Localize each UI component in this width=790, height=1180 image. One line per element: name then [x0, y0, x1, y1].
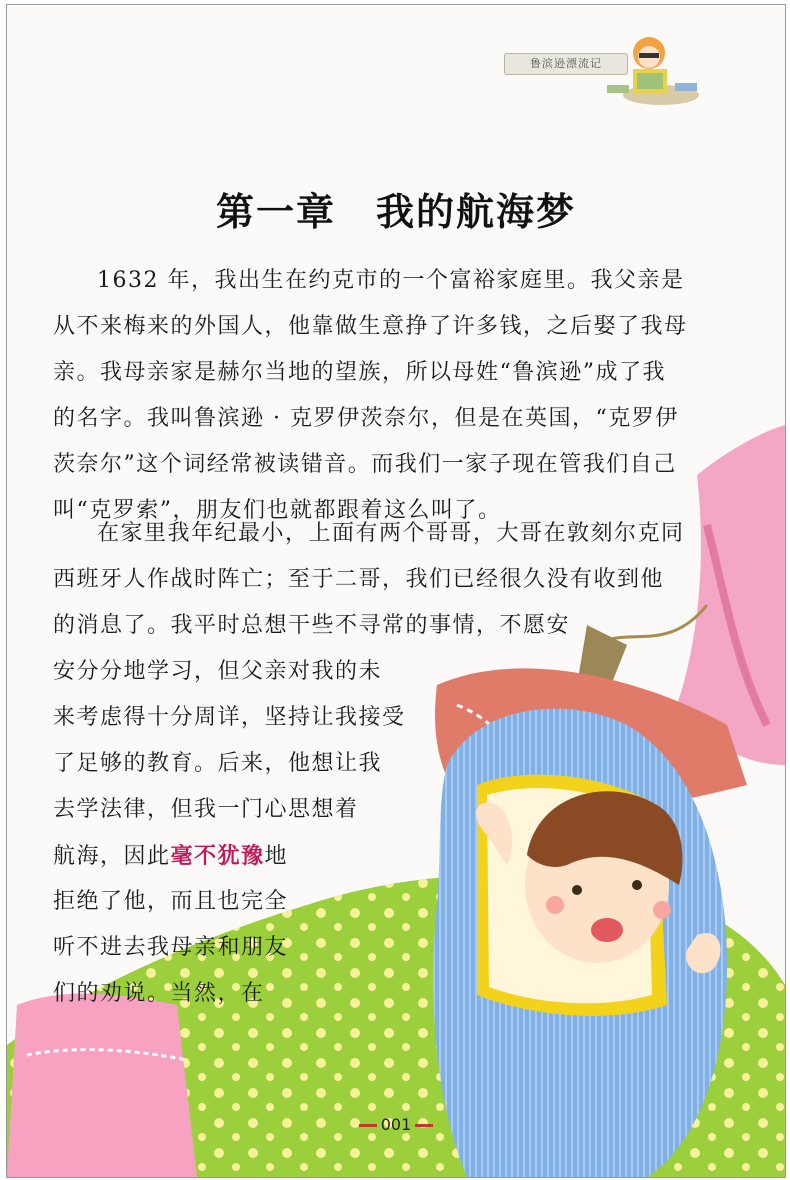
text-line: 叫“克罗索”，朋友们也就都跟着这么叫了。	[53, 498, 502, 523]
text-line: 听不进去我母亲和朋友	[53, 935, 289, 960]
text-segment: 航海，因此	[53, 844, 171, 869]
book-page	[6, 4, 786, 1178]
text-line: 来考虑得十分周详，坚持让我接受	[53, 705, 406, 730]
text-line: 的消息了。我平时总想干些不寻常的事情，不愿安	[53, 613, 571, 638]
text-line: 了足够的教育。后来，他想让我	[53, 751, 383, 776]
chapter-title: 第一章 我的航海梦	[215, 190, 576, 234]
page-number-text: 001	[380, 1115, 412, 1134]
reading-girl-mascot-icon	[603, 29, 703, 109]
text-line: 的名字。我叫鲁滨逊 · 克罗伊茨奈尔，但是在英国，“克罗伊	[53, 406, 679, 431]
paragraph-2	[53, 511, 685, 1017]
text-line: 们的劝说。当然，在	[53, 981, 265, 1006]
highlighted-vocabulary-word: 毫不犹豫	[170, 843, 265, 869]
page-number-dash	[359, 1124, 377, 1127]
page-number-dash	[415, 1124, 433, 1127]
text-line: 西班牙人作战时阵亡；至于二哥，我们已经很久没有收到他	[53, 567, 665, 592]
text-line: 安分分地学习，但父亲对我的未	[53, 659, 383, 684]
text-line: 拒绝了他，而且也完全	[53, 889, 289, 914]
text-segment: 地	[264, 844, 289, 869]
paragraph-1	[53, 258, 688, 534]
text-line: 在家里我年纪最小，上面有两个哥哥，大哥在敦刻尔克同	[97, 521, 685, 546]
text-line: 1632 年，我出生在约克市的一个富裕家庭里。我父亲是	[97, 268, 685, 293]
text-line: 从不来梅来的外国人，他靠做生意挣了许多钱，之后娶了我母	[53, 314, 688, 339]
book-title-badge: 鲁滨逊漂流记	[504, 53, 628, 75]
text-line: 亲。我母亲家是赫尔当地的望族，所以母姓“鲁滨逊”成了我	[53, 360, 666, 385]
text-line-with-highlight	[53, 833, 685, 879]
page-number	[7, 1115, 785, 1134]
text-line: 茨奈尔”这个词经常被读错音。而我们一家子现在管我们自己	[53, 452, 677, 477]
text-line: 去学法律，但我一门心思想着	[53, 797, 359, 822]
